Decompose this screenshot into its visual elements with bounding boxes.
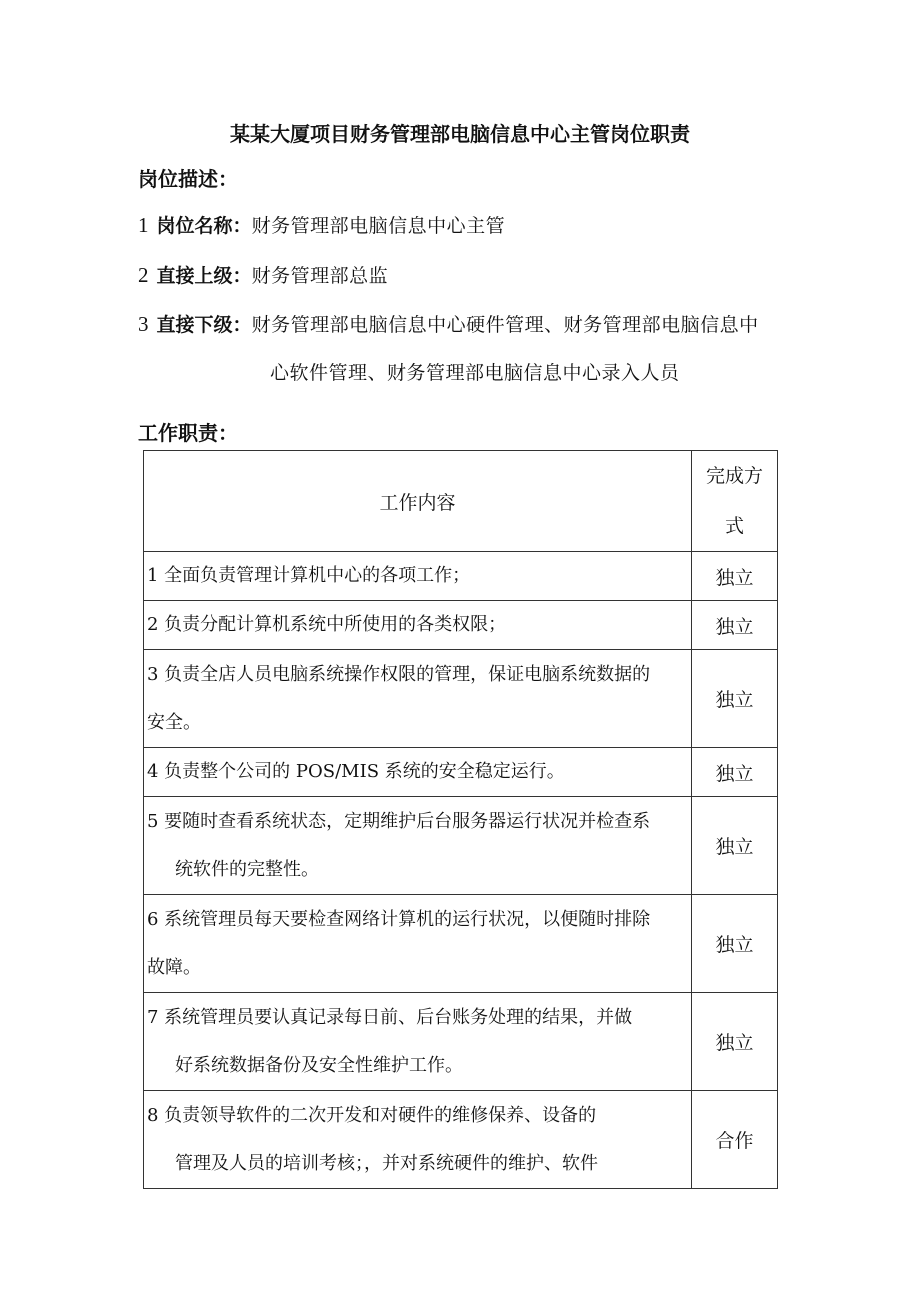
page-title: 某某大厦项目财务管理部电脑信息中心主管岗位职责 [230,122,690,146]
column-header-content: 工作内容 [144,451,692,552]
duty-line: 统软件的完整性。 [175,858,319,880]
duty-content [144,895,692,993]
info-value: 财务管理部电脑信息中心主管 [251,215,506,237]
duty-mode: 独立 [692,993,778,1091]
info-direct-superior [138,261,388,288]
duty-line: 7 系统管理员要认真记录每日前、后台账务处理的结果，并做 [147,1006,633,1028]
info-value: 财务管理部总监 [251,265,389,287]
duty-mode: 独立 [692,650,778,748]
table-row [144,601,778,650]
duty-content [144,601,692,650]
table-row [144,993,778,1091]
duties-table [143,450,778,1189]
duty-mode: 独立 [692,601,778,650]
duty-line: 2 负责分配计算机系统中所使用的各类权限； [147,614,507,635]
table-row [144,748,778,797]
table-row [144,650,778,748]
info-label: 直接下级： [156,314,252,336]
table-header-row [144,451,778,552]
duty-line: 8 负责领导软件的二次开发和对硬件的维修保养、设备的 [147,1104,597,1126]
mode-header-line1: 完成方 [706,465,764,487]
duty-mode: 独立 [692,797,778,895]
duty-content [144,797,692,895]
info-value: 财务管理部电脑信息中心硬件管理、财务管理部电脑信息中 [251,314,759,336]
duty-line: 5 要随时查看系统状态，定期维护后台服务器运行状况并检查系 [147,810,651,832]
duty-line: 好系统数据备份及安全性维护工作。 [175,1054,463,1076]
duty-mode: 合作 [692,1091,778,1189]
duty-line: 1 全面负责管理计算机中心的各项工作； [147,565,471,586]
duty-line: 管理及人员的培训考核；，并对系统硬件的维护、软件 [175,1152,598,1174]
duty-line: 安全。 [147,711,201,733]
duty-mode: 独立 [692,552,778,601]
info-direct-subordinate [138,310,759,337]
info-number: 2 [138,263,149,287]
table-row [144,552,778,601]
duty-line: 故障。 [147,956,201,978]
duty-content [144,650,692,748]
duty-line: 4 负责整个公司的 POS/MIS 系统的安全稳定运行。 [147,761,565,782]
duty-mode: 独立 [692,748,778,797]
info-number: 1 [138,213,149,237]
duty-content [144,993,692,1091]
job-description-heading: 岗位描述： [138,167,238,191]
table-row [144,1091,778,1189]
info-label: 直接上级： [156,265,252,287]
table-row [144,895,778,993]
duty-content [144,552,692,601]
duty-line: 6 系统管理员每天要检查网络计算机的运行状况，以便随时排除 [147,908,651,930]
column-header-mode [692,451,778,552]
info-label: 岗位名称： [156,215,252,237]
info-number: 3 [138,312,149,336]
duty-content [144,1091,692,1189]
table-row [144,797,778,895]
duty-mode: 独立 [692,895,778,993]
info-job-title [138,211,505,238]
duty-line: 3 负责全店人员电脑系统操作权限的管理，保证电脑系统数据的 [147,663,651,685]
duties-heading: 工作职责： [138,421,238,445]
info-value-continued: 心软件管理、财务管理部电脑信息中心录入人员 [270,362,680,384]
mode-header-line2: 式 [725,515,745,537]
duty-content [144,748,692,797]
